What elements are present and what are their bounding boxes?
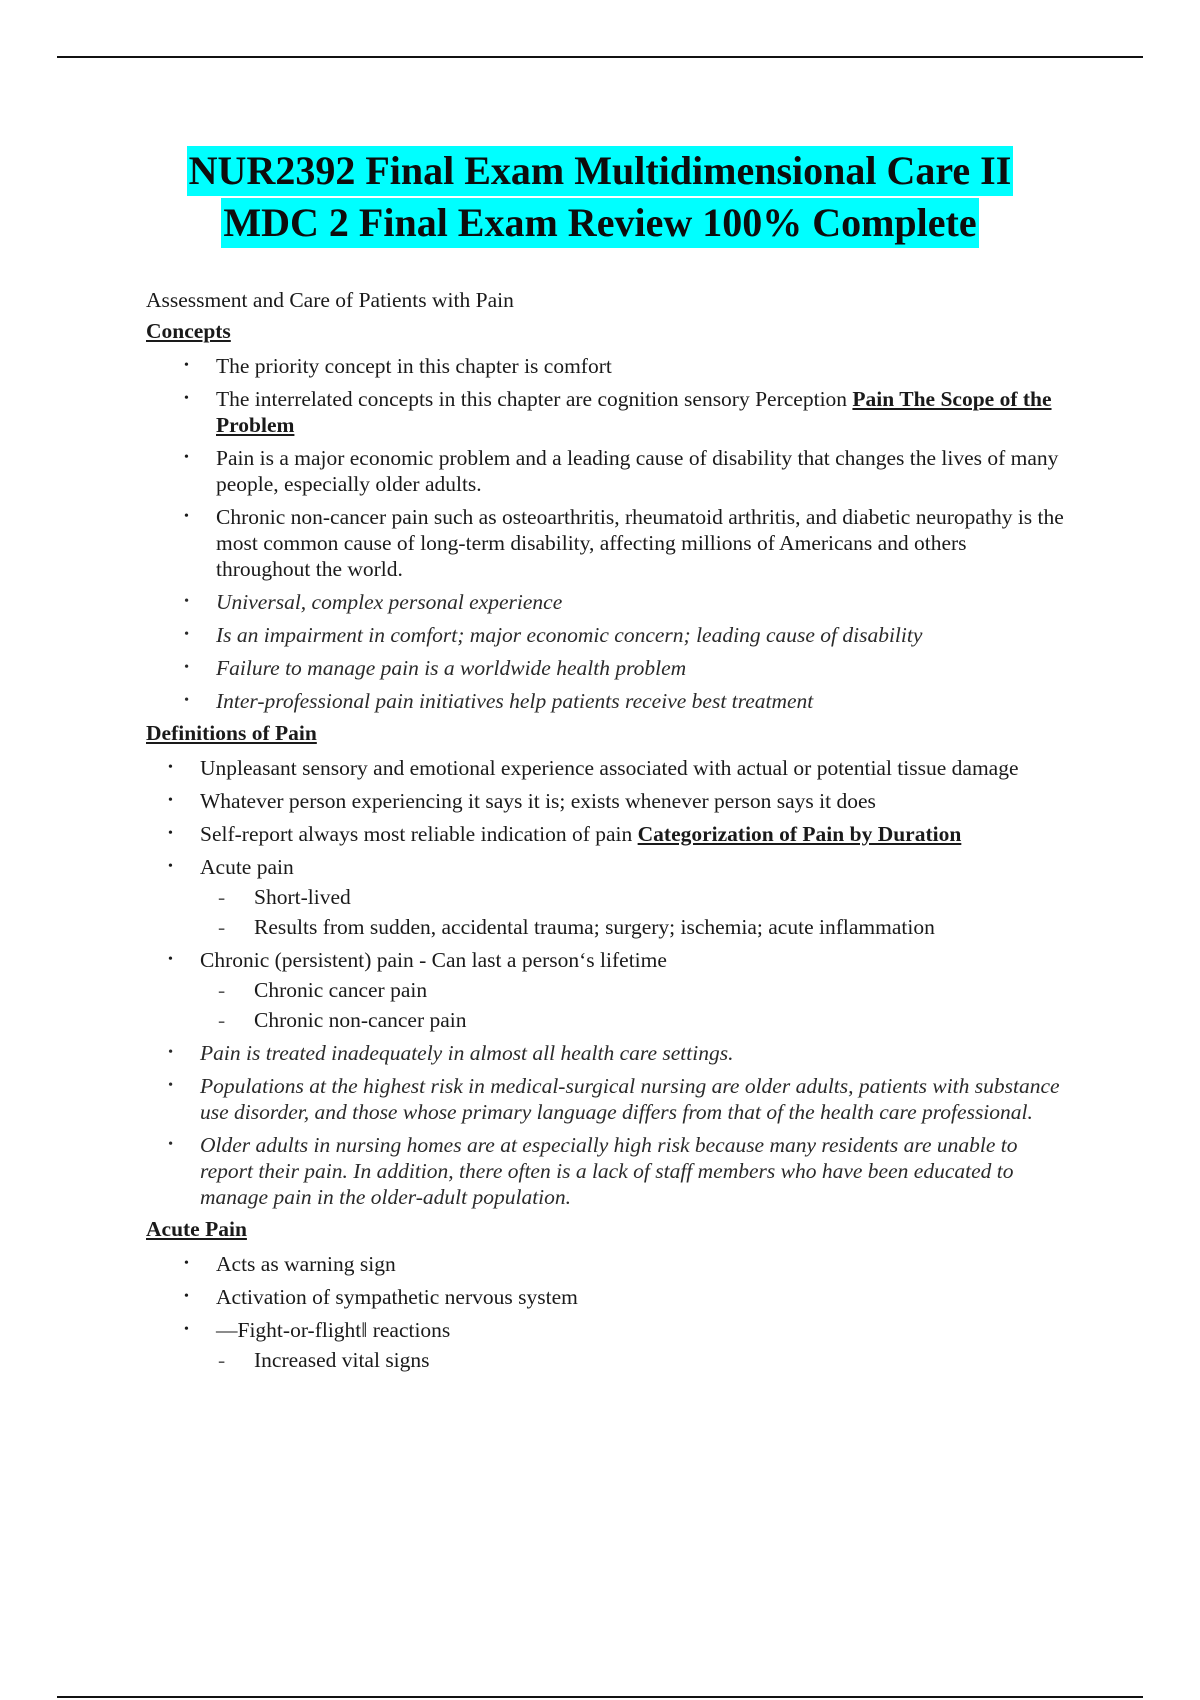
document-title	[0, 146, 1200, 248]
list-item-text: The interrelated concepts in this chapter are cognition sensory Perception	[216, 387, 853, 411]
list-item-text: Self-report always most reliable indication of pain	[200, 822, 638, 846]
list-item: • Activation of sympathetic nervous system	[146, 1284, 1066, 1310]
definitions-list	[146, 755, 1066, 1210]
list-item	[146, 1317, 1066, 1373]
list-item-text: Acute pain	[200, 855, 294, 879]
list-item: • Unpleasant sensory and emotional experience associated with actual or potential tissue damage	[146, 755, 1066, 781]
top-rule	[57, 56, 1143, 58]
list-item: • Whatever person experiencing it says it is; exists whenever person says it does	[146, 788, 1066, 814]
list-item: • The priority concept in this chapter is comfort	[146, 353, 1066, 379]
list-item: • Failure to manage pain is a worldwide health problem	[146, 655, 1066, 681]
heading-concepts: Concepts	[146, 319, 231, 343]
list-item	[146, 386, 1066, 438]
sub-list-item: - Chronic cancer pain	[200, 977, 1066, 1003]
list-item	[146, 947, 1066, 1033]
sub-list-item: - Results from sudden, accidental trauma; surgery; ischemia; acute inflammation	[200, 914, 1066, 940]
fight-flight-sublist	[200, 1347, 1066, 1373]
heading-acute-pain: Acute Pain	[146, 1217, 247, 1241]
intro-text: Assessment and Care of Patients with Pain	[146, 288, 514, 312]
list-item: • Older adults in nursing homes are at especially high risk because many residents are unable to report their pain. In addition, there often is a lack of staff members who have been educated to manage pain in the older-adult population.	[146, 1132, 1066, 1210]
title-line-2: MDC 2 Final Exam Review 100% Complete	[221, 198, 978, 248]
list-item	[146, 854, 1066, 940]
list-item: • Is an impairment in comfort; major economic concern; leading cause of disability	[146, 622, 1066, 648]
sub-list-item: - Chronic non-cancer pain	[200, 1007, 1066, 1033]
list-item: • Inter-professional pain initiatives help patients receive best treatment	[146, 688, 1066, 714]
list-item: • Universal, complex personal experience	[146, 589, 1066, 615]
bottom-rule	[57, 1696, 1143, 1698]
list-item-text: ―Fight-or-flight‖ reactions	[216, 1318, 451, 1342]
sub-list-item: - Increased vital signs	[200, 1347, 1066, 1373]
list-item: • Pain is treated inadequately in almost all health care settings.	[146, 1040, 1066, 1066]
acute-sublist	[200, 884, 1066, 940]
title-line-1: NUR2392 Final Exam Multidimensional Care II	[187, 146, 1014, 196]
inline-heading-duration: Categorization of Pain by Duration	[637, 822, 962, 846]
heading-definitions: Definitions of Pain	[146, 721, 317, 745]
list-item-text: Chronic (persistent) pain - Can last a person‘s lifetime	[200, 948, 667, 972]
list-item	[146, 821, 1066, 847]
list-item: • Populations at the highest risk in medical-surgical nursing are older adults, patients with substance use disorder, and those whose primary language differs from that of the health care professional.	[146, 1073, 1066, 1125]
list-item: • Acts as warning sign	[146, 1251, 1066, 1277]
sub-list-item: - Short-lived	[200, 884, 1066, 910]
list-item: • Pain is a major economic problem and a leading cause of disability that changes the lives of many people, especially older adults.	[146, 445, 1066, 497]
acute-pain-list	[146, 1251, 1066, 1373]
inline-heading-scope: Pain The Scope of the Problem	[216, 387, 1052, 437]
list-item: • Chronic non-cancer pain such as osteoarthritis, rheumatoid arthritis, and diabetic neuropathy is the most common cause of long-term disability, affecting millions of Americans and others throughout the world.	[146, 504, 1066, 582]
concepts-list	[146, 353, 1066, 714]
document-body	[146, 284, 1066, 1373]
chronic-sublist	[200, 977, 1066, 1033]
